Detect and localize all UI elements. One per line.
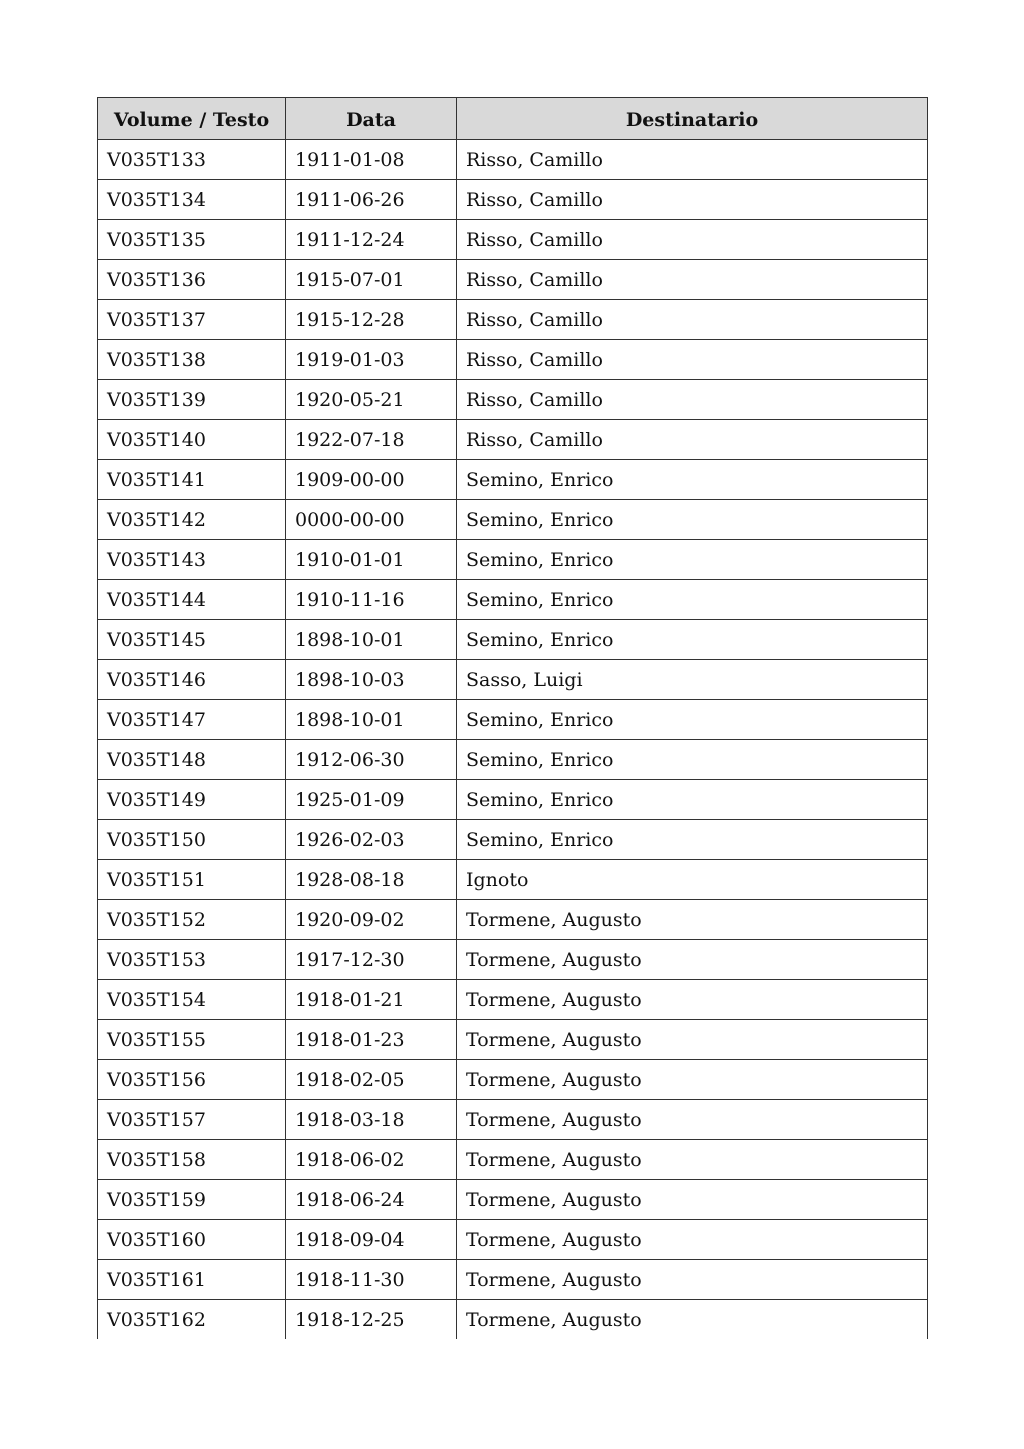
letters-table	[97, 97, 928, 1339]
cell-destinatario: Semino, Enrico	[457, 820, 928, 860]
table-row	[98, 980, 928, 1020]
cell-volume-testo: V035T151	[98, 860, 286, 900]
cell-data: 1911-01-08	[286, 140, 457, 180]
table-row	[98, 1300, 928, 1340]
cell-destinatario: Semino, Enrico	[457, 500, 928, 540]
cell-destinatario: Tormene, Augusto	[457, 1100, 928, 1140]
cell-data: 1918-11-30	[286, 1260, 457, 1300]
cell-destinatario: Tormene, Augusto	[457, 900, 928, 940]
cell-volume-testo: V035T138	[98, 340, 286, 380]
table-row	[98, 180, 928, 220]
cell-data: 1918-03-18	[286, 1100, 457, 1140]
cell-destinatario: Risso, Camillo	[457, 300, 928, 340]
cell-volume-testo: V035T155	[98, 1020, 286, 1060]
cell-data: 1911-12-24	[286, 220, 457, 260]
table-body	[98, 140, 928, 1340]
cell-destinatario: Semino, Enrico	[457, 540, 928, 580]
table-row	[98, 220, 928, 260]
cell-data: 0000-00-00	[286, 500, 457, 540]
cell-destinatario: Semino, Enrico	[457, 620, 928, 660]
cell-destinatario: Risso, Camillo	[457, 420, 928, 460]
table-row	[98, 620, 928, 660]
table-row	[98, 580, 928, 620]
header-destinatario: Destinatario	[457, 98, 928, 140]
cell-volume-testo: V035T144	[98, 580, 286, 620]
cell-destinatario: Semino, Enrico	[457, 580, 928, 620]
table-header	[98, 98, 928, 140]
cell-volume-testo: V035T147	[98, 700, 286, 740]
table-row	[98, 500, 928, 540]
cell-volume-testo: V035T148	[98, 740, 286, 780]
table-row	[98, 1060, 928, 1100]
cell-volume-testo: V035T159	[98, 1180, 286, 1220]
table-row	[98, 420, 928, 460]
cell-volume-testo: V035T137	[98, 300, 286, 340]
table-row	[98, 940, 928, 980]
header-volume-testo: Volume / Testo	[98, 98, 286, 140]
table-row	[98, 460, 928, 500]
table-row	[98, 1260, 928, 1300]
table-row	[98, 1180, 928, 1220]
table-row	[98, 1220, 928, 1260]
table-row	[98, 380, 928, 420]
table-row	[98, 260, 928, 300]
cell-volume-testo: V035T142	[98, 500, 286, 540]
cell-destinatario: Semino, Enrico	[457, 740, 928, 780]
cell-data: 1926-02-03	[286, 820, 457, 860]
cell-volume-testo: V035T154	[98, 980, 286, 1020]
cell-data: 1898-10-01	[286, 700, 457, 740]
cell-destinatario: Ignoto	[457, 860, 928, 900]
cell-destinatario: Tormene, Augusto	[457, 1020, 928, 1060]
table-row	[98, 740, 928, 780]
cell-volume-testo: V035T133	[98, 140, 286, 180]
cell-destinatario: Risso, Camillo	[457, 380, 928, 420]
cell-volume-testo: V035T141	[98, 460, 286, 500]
cell-volume-testo: V035T143	[98, 540, 286, 580]
cell-data: 1920-09-02	[286, 900, 457, 940]
cell-volume-testo: V035T145	[98, 620, 286, 660]
cell-volume-testo: V035T146	[98, 660, 286, 700]
cell-data: 1911-06-26	[286, 180, 457, 220]
cell-data: 1915-07-01	[286, 260, 457, 300]
cell-data: 1898-10-03	[286, 660, 457, 700]
cell-data: 1918-02-05	[286, 1060, 457, 1100]
cell-destinatario: Risso, Camillo	[457, 180, 928, 220]
cell-volume-testo: V035T152	[98, 900, 286, 940]
cell-data: 1920-05-21	[286, 380, 457, 420]
cell-volume-testo: V035T135	[98, 220, 286, 260]
cell-data: 1922-07-18	[286, 420, 457, 460]
cell-data: 1925-01-09	[286, 780, 457, 820]
cell-data: 1915-12-28	[286, 300, 457, 340]
cell-volume-testo: V035T156	[98, 1060, 286, 1100]
table-row	[98, 860, 928, 900]
cell-volume-testo: V035T134	[98, 180, 286, 220]
header-row	[98, 98, 928, 140]
table-row	[98, 140, 928, 180]
cell-destinatario: Semino, Enrico	[457, 700, 928, 740]
cell-volume-testo: V035T140	[98, 420, 286, 460]
cell-data: 1918-06-24	[286, 1180, 457, 1220]
cell-data: 1918-06-02	[286, 1140, 457, 1180]
cell-volume-testo: V035T139	[98, 380, 286, 420]
cell-destinatario: Tormene, Augusto	[457, 1140, 928, 1180]
cell-destinatario: Risso, Camillo	[457, 220, 928, 260]
cell-destinatario: Risso, Camillo	[457, 340, 928, 380]
cell-destinatario: Risso, Camillo	[457, 140, 928, 180]
cell-data: 1918-09-04	[286, 1220, 457, 1260]
cell-data: 1912-06-30	[286, 740, 457, 780]
cell-data: 1918-01-23	[286, 1020, 457, 1060]
cell-destinatario: Risso, Camillo	[457, 260, 928, 300]
table-row	[98, 700, 928, 740]
table-row	[98, 660, 928, 700]
table-row	[98, 820, 928, 860]
cell-destinatario: Tormene, Augusto	[457, 1260, 928, 1300]
cell-destinatario: Tormene, Augusto	[457, 1060, 928, 1100]
table-row	[98, 1140, 928, 1180]
cell-volume-testo: V035T157	[98, 1100, 286, 1140]
cell-data: 1910-11-16	[286, 580, 457, 620]
cell-data: 1909-00-00	[286, 460, 457, 500]
cell-destinatario: Tormene, Augusto	[457, 1180, 928, 1220]
cell-data: 1918-12-25	[286, 1300, 457, 1340]
cell-volume-testo: V035T150	[98, 820, 286, 860]
cell-data: 1919-01-03	[286, 340, 457, 380]
cell-destinatario: Semino, Enrico	[457, 460, 928, 500]
cell-volume-testo: V035T153	[98, 940, 286, 980]
cell-volume-testo: V035T162	[98, 1300, 286, 1340]
table-row	[98, 1100, 928, 1140]
table-row	[98, 340, 928, 380]
cell-volume-testo: V035T149	[98, 780, 286, 820]
table-row	[98, 900, 928, 940]
table-row	[98, 780, 928, 820]
cell-volume-testo: V035T136	[98, 260, 286, 300]
header-data: Data	[286, 98, 457, 140]
cell-data: 1910-01-01	[286, 540, 457, 580]
cell-destinatario: Sasso, Luigi	[457, 660, 928, 700]
cell-volume-testo: V035T158	[98, 1140, 286, 1180]
table-row	[98, 540, 928, 580]
cell-data: 1917-12-30	[286, 940, 457, 980]
table-row	[98, 300, 928, 340]
cell-volume-testo: V035T160	[98, 1220, 286, 1260]
cell-data: 1928-08-18	[286, 860, 457, 900]
cell-data: 1898-10-01	[286, 620, 457, 660]
cell-data: 1918-01-21	[286, 980, 457, 1020]
cell-destinatario: Tormene, Augusto	[457, 1300, 928, 1340]
cell-volume-testo: V035T161	[98, 1260, 286, 1300]
cell-destinatario: Semino, Enrico	[457, 780, 928, 820]
cell-destinatario: Tormene, Augusto	[457, 980, 928, 1020]
cell-destinatario: Tormene, Augusto	[457, 940, 928, 980]
table-row	[98, 1020, 928, 1060]
cell-destinatario: Tormene, Augusto	[457, 1220, 928, 1260]
